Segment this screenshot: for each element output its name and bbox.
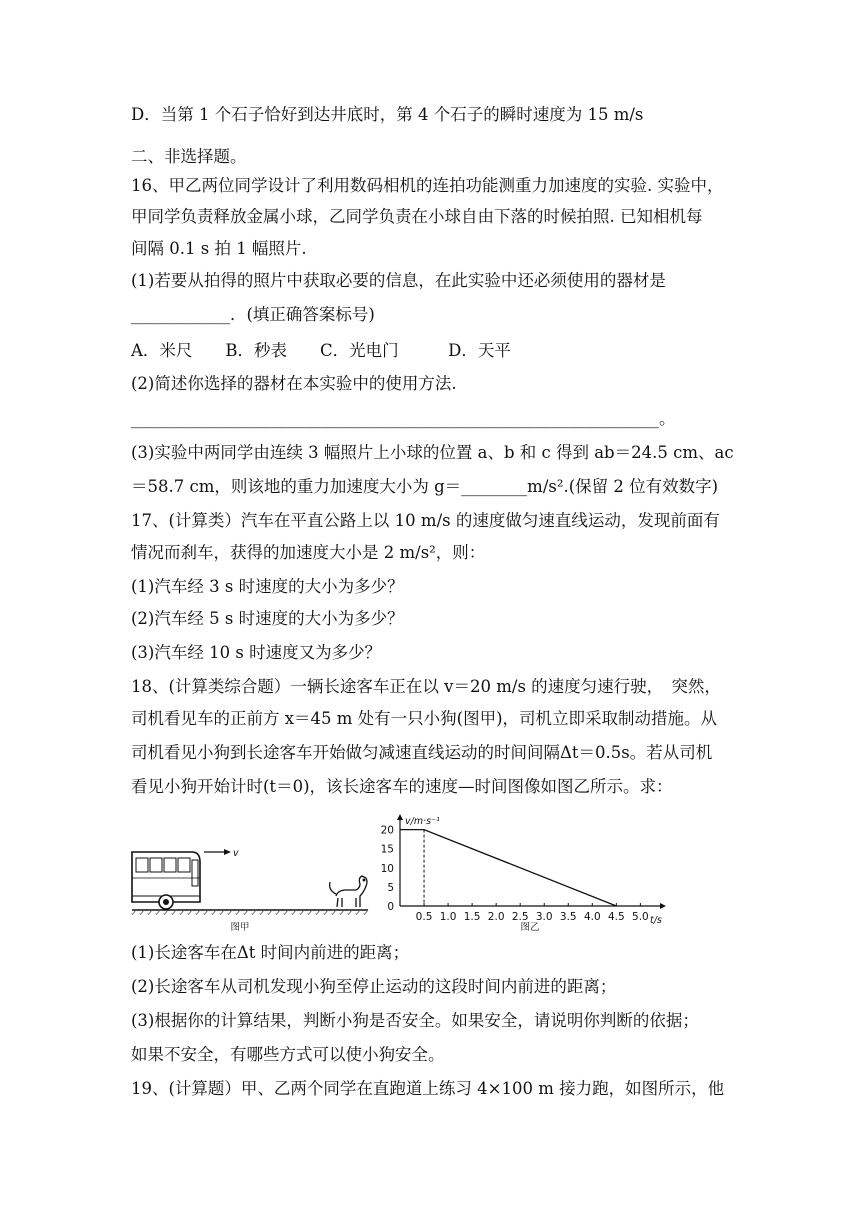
dog-icon bbox=[330, 876, 367, 907]
text-line: (1)长途客车在Δt 时间内前进的距离； bbox=[131, 943, 410, 962]
text-line: 19、(计算题）甲、乙两个同学在直跑道上练习 4×100 m 接力跑，如图所示，他 bbox=[131, 1079, 725, 1098]
y-tick-label: 0 bbox=[387, 901, 394, 913]
text-line: 司机看见小狗到长途客车开始做匀减速直线运动的时间间隔Δt＝0.5s。若从司机 bbox=[131, 743, 713, 762]
text-line: 18、(计算类综合题）一辆长途客车正在以 v＝20 m/s 的速度匀速行驶， 突然， bbox=[131, 677, 721, 696]
text-line: (3)实验中两同学由连续 3 幅照片上小球的位置 a、b 和 c 得到 ab＝24.5 cm、ac bbox=[131, 443, 734, 462]
text-line: (1)汽车经 3 s 时速度的大小为多少？ bbox=[131, 577, 404, 596]
figure-a-bus-dog bbox=[132, 848, 368, 933]
velocity-arrowhead bbox=[224, 849, 231, 855]
text-line: 二、非选择题。 bbox=[131, 147, 247, 166]
text-line: 司机看见车的正前方 x＝45 m 处有一只小狗(图甲)，司机立即采取制动措施。从 bbox=[131, 709, 718, 728]
y-tick-label: 5 bbox=[387, 881, 394, 894]
velocity-label: v bbox=[233, 848, 239, 859]
y-tick-label: 20 bbox=[380, 824, 394, 837]
text-line: (2)长途客车从司机发现小狗至停止运动的这段时间内前进的距离； bbox=[131, 977, 617, 996]
text-line: 看见小狗开始计时(t＝0)，该长途客车的速度—时间图像如图乙所示。求： bbox=[131, 777, 673, 796]
y-axis-label: v/m·s⁻¹ bbox=[405, 816, 440, 827]
text-line: (2)汽车经 5 s 时速度的大小为多少？ bbox=[131, 609, 404, 628]
x-tick-label: 3.5 bbox=[559, 911, 577, 923]
figure-b-vt-chart bbox=[381, 814, 666, 933]
x-tick-label: 5.0 bbox=[632, 911, 649, 923]
text-line: D．当第 1 个石子恰好到达井底时，第 4 个石子的瞬时速度为 15 m/s bbox=[131, 105, 644, 124]
text-line: (3)根据你的计算结果，判断小狗是否安全。如果安全，请说明你判断的依据； bbox=[131, 1011, 699, 1030]
y-tick-label: 15 bbox=[380, 843, 394, 856]
text-line: ____________．(填正确答案标号) bbox=[131, 305, 375, 324]
bus-icon bbox=[132, 852, 200, 909]
text-line: 甲同学负责释放金属小球，乙同学负责在小球自由下落的时候拍照. 已知相机每 bbox=[131, 207, 703, 226]
y-tick-group bbox=[381, 825, 394, 913]
text-line: (1)若要从拍得的照片中获取必要的信息，在此实验中还必须使用的器材是 bbox=[131, 271, 666, 290]
x-axis-label: t/s bbox=[650, 915, 662, 926]
x-tick-label: 1.5 bbox=[463, 911, 481, 923]
text-line: (2)简述你选择的器材在本实验中的使用方法. bbox=[131, 374, 457, 393]
y-axis-arrow bbox=[397, 814, 403, 820]
text-line: A．米尺 B．秒表 C．光电门 D．天平 bbox=[131, 341, 511, 360]
x-tick-label: 4.0 bbox=[583, 911, 601, 923]
figure-row bbox=[120, 806, 680, 936]
x-tick-label: 0.5 bbox=[415, 911, 433, 923]
x-tick-label: 4.5 bbox=[607, 911, 625, 923]
text-line: ＝58.7 cm，则该地的重力加速度大小为 g＝________m/s².(保留 2 位有效数字) bbox=[131, 477, 719, 496]
text-line: 如果不安全，有哪些方式可以使小狗安全。 bbox=[131, 1045, 445, 1064]
figure-a-caption: 图甲 bbox=[230, 922, 250, 933]
text-line: ________________________________________________________________。 bbox=[131, 409, 676, 428]
text-line: 间隔 0.1 s 拍 1 幅照片. bbox=[131, 239, 307, 258]
x-tick-label: 3.0 bbox=[535, 911, 553, 923]
text-line: 17、(计算类）汽车在平直公路上以 10 m/s 的速度做匀速直线运动，发现前面有 bbox=[131, 511, 720, 530]
x-tick-label: 2.5 bbox=[511, 911, 529, 923]
x-axis-arrow bbox=[660, 903, 666, 909]
figure-b-caption: 图乙 bbox=[520, 922, 540, 933]
text-line: 情况而刹车，获得的加速度大小是 2 m/s²，则： bbox=[131, 543, 486, 562]
figure-svg bbox=[120, 806, 680, 936]
y-tick-label: 10 bbox=[380, 862, 394, 875]
text-line: (3)汽车经 10 s 时速度又为多少？ bbox=[131, 643, 382, 662]
x-tick-label: 2.0 bbox=[487, 911, 505, 923]
velocity-series-line bbox=[400, 830, 616, 906]
x-tick-label: 1.0 bbox=[439, 911, 457, 923]
text-line: 16、甲乙两位同学设计了利用数码相机的连拍功能测重力加速度的实验. 实验中， bbox=[131, 176, 724, 195]
